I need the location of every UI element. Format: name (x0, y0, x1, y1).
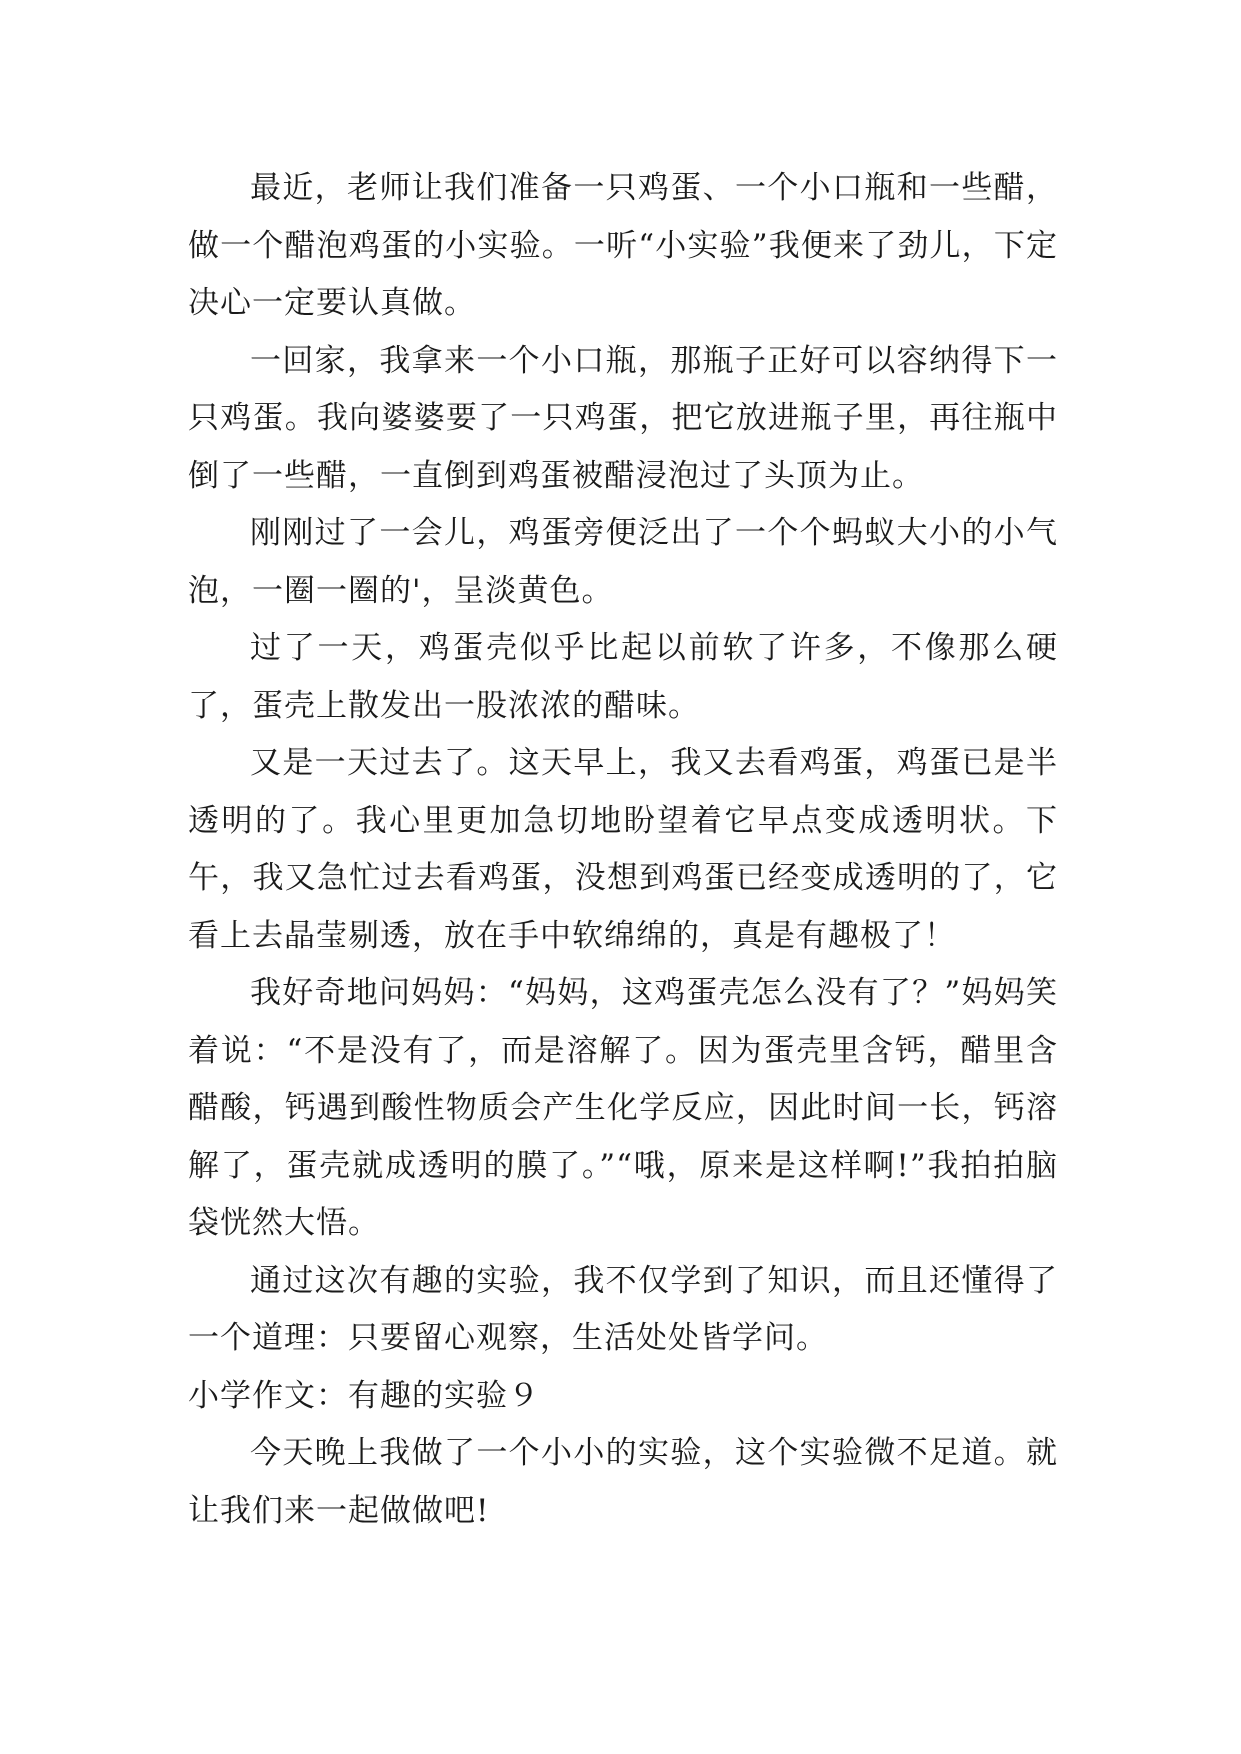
paragraph: 我好奇地问妈妈：“妈妈，这鸡蛋壳怎么没有了？”妈妈笑着说：“不是没有了，而是溶解了。因为蛋壳里含钙，醋里含醋酸，钙遇到酸性物质会产生化学反应，因此时间一长，钙溶解了，蛋壳就成透明的膜了。”“哦，原来是这样啊!”我拍拍脑袋恍然大悟。 (188, 975, 1058, 1241)
paragraph: 刚刚过了一会儿，鸡蛋旁便泛出了一个个蚂蚁大小的小气泡，一圈一圈的'，呈淡黄色。 (188, 515, 1058, 609)
document-body (188, 160, 1058, 1540)
section-title: 小学作文：有趣的实验９ (188, 1377, 540, 1414)
paragraph: 通过这次有趣的实验，我不仅学到了知识，而且还懂得了一个道理：只要留心观察，生活处处皆学问。 (188, 1262, 1058, 1356)
paragraph: 过了一天，鸡蛋壳似乎比起以前软了许多，不像那么硬了，蛋壳上散发出一股浓浓的醋味。 (188, 630, 1058, 724)
paragraph: 最近，老师让我们准备一只鸡蛋、一个小口瓶和一些醋，做一个醋泡鸡蛋的小实验。一听“小实验”我便来了劲儿，下定决心一定要认真做。 (188, 170, 1058, 321)
paragraph: 又是一天过去了。这天早上，我又去看鸡蛋，鸡蛋已是半透明的了。我心里更加急切地盼望着它早点变成透明状。下午，我又急忙过去看鸡蛋，没想到鸡蛋已经变成透明的了，它看上去晶莹剔透，放在手中软绵绵的，真是有趣极了！ (188, 745, 1058, 954)
paragraph: 一回家，我拿来一个小口瓶，那瓶子正好可以容纳得下一只鸡蛋。我向婆婆要了一只鸡蛋，把它放进瓶子里，再往瓶中倒了一些醋，一直倒到鸡蛋被醋浸泡过了头顶为止。 (188, 342, 1058, 494)
paragraph: 今天晚上我做了一个小小的实验，这个实验微不足道。就让我们来一起做做吧! (188, 1435, 1058, 1529)
